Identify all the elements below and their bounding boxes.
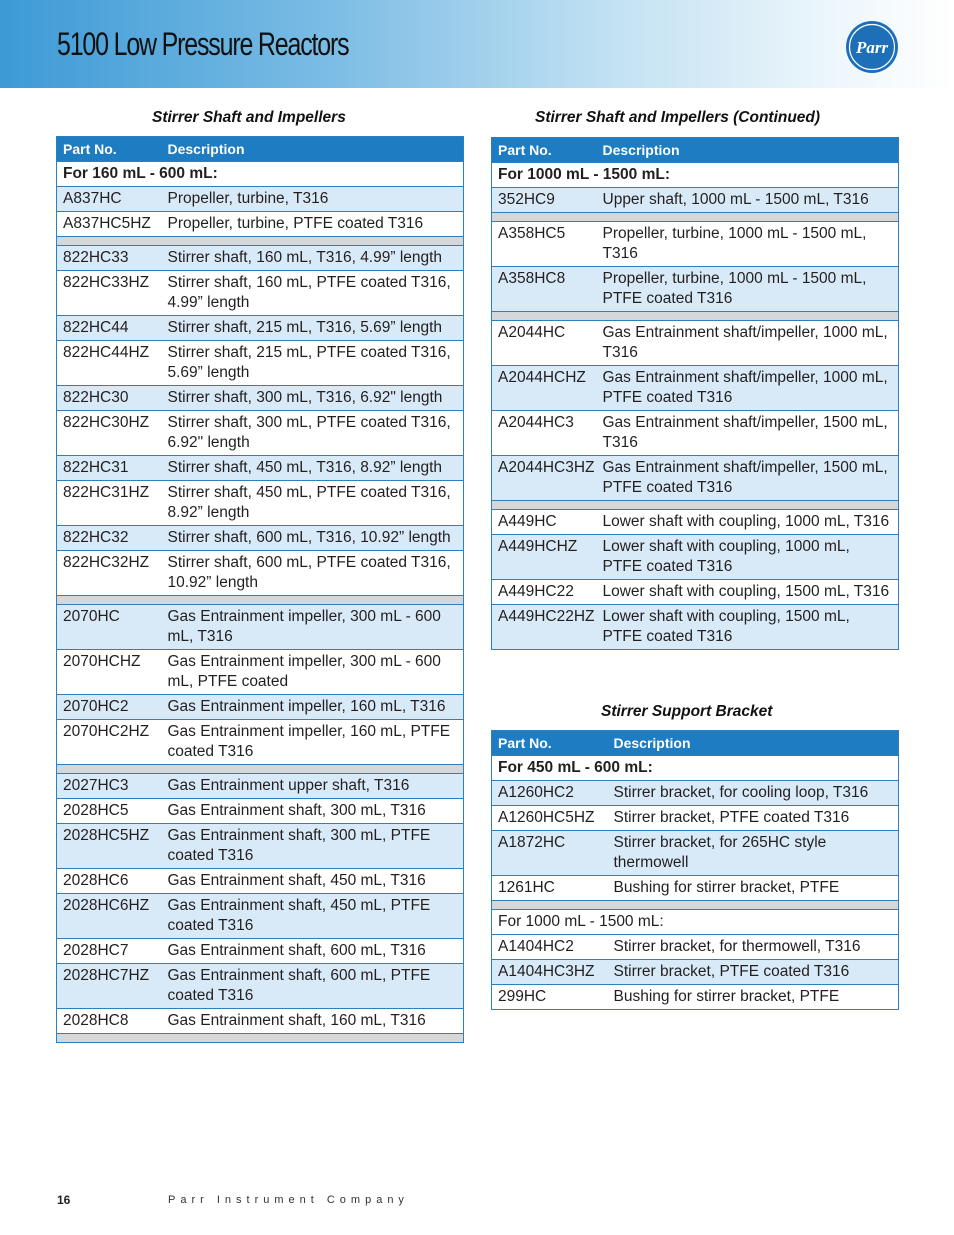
part-number-cell: 822HC30HZ (57, 411, 162, 456)
part-number-cell: 2028HC5HZ (57, 824, 162, 869)
col-header-desc: Description (597, 138, 899, 163)
part-number-cell: 2028HC7HZ (57, 964, 162, 1009)
table-spacer-row (492, 312, 899, 321)
table-group-row (492, 910, 899, 935)
spacer-cell (492, 213, 899, 222)
description-cell: Gas Entrainment impeller, 160 mL, PTFE coated T316 (162, 720, 464, 765)
table-row (492, 411, 899, 456)
description-cell: Stirrer shaft, 450 mL, T316, 8.92” length (162, 456, 464, 481)
table-header-row (57, 137, 464, 162)
table-header-row (492, 138, 899, 163)
table-row (492, 267, 899, 312)
table-row (57, 799, 464, 824)
table-group-row (492, 163, 899, 188)
parr-logo-icon (845, 20, 899, 74)
table-spacer-row (57, 596, 464, 605)
description-cell: Gas Entrainment impeller, 300 mL - 600 mL, T316 (162, 605, 464, 650)
part-number-cell: 352HC9 (492, 188, 597, 213)
part-number-cell: A837HC (57, 187, 162, 212)
part-number-cell: A449HC (492, 510, 597, 535)
table-row (57, 551, 464, 596)
description-cell: Propeller, turbine, PTFE coated T316 (162, 212, 464, 237)
part-number-cell: A1260HC2 (492, 781, 608, 806)
part-number-cell: 822HC31 (57, 456, 162, 481)
col-header-desc: Description (608, 731, 899, 756)
part-number-cell: 822HC30 (57, 386, 162, 411)
table-row (492, 781, 899, 806)
table-row (492, 876, 899, 901)
part-number-cell: 2028HC8 (57, 1009, 162, 1034)
description-cell: Gas Entrainment shaft/impeller, 1500 mL, PTFE coated T316 (597, 456, 899, 501)
table-row (57, 456, 464, 481)
description-cell: Gas Entrainment impeller, 160 mL, T316 (162, 695, 464, 720)
part-number-cell: A1260HC5HZ (492, 806, 608, 831)
table-row (57, 386, 464, 411)
col-header-desc: Description (162, 137, 464, 162)
table-row (57, 650, 464, 695)
part-number-cell: A358HC8 (492, 267, 597, 312)
description-cell: Stirrer shaft, 215 mL, T316, 5.69” length (162, 316, 464, 341)
table-row (57, 939, 464, 964)
table-row (57, 964, 464, 1009)
col-header-part: Part No. (57, 137, 162, 162)
description-cell: Lower shaft with coupling, 1000 mL, PTFE coated T316 (597, 535, 899, 580)
part-number-cell: A1872HC (492, 831, 608, 876)
page-header (0, 0, 954, 88)
spacer-cell (57, 596, 464, 605)
table-spacer-row (492, 501, 899, 510)
table-row (492, 188, 899, 213)
description-cell: Stirrer shaft, 600 mL, PTFE coated T316, 10.92” length (162, 551, 464, 596)
table-row (492, 960, 899, 985)
table-row (492, 456, 899, 501)
table-row (57, 246, 464, 271)
table-row (492, 605, 899, 650)
table-row (492, 222, 899, 267)
description-cell: Bushing for stirrer bracket, PTFE (608, 876, 899, 901)
table-row (492, 510, 899, 535)
description-cell: Stirrer shaft, 300 mL, PTFE coated T316, 6.92" length (162, 411, 464, 456)
table-row (57, 411, 464, 456)
part-number-cell: 822HC32HZ (57, 551, 162, 596)
part-number-cell: A449HC22 (492, 580, 597, 605)
spacer-cell (492, 501, 899, 510)
part-number-cell: A1404HC3HZ (492, 960, 608, 985)
description-cell: Lower shaft with coupling, 1000 mL, T316 (597, 510, 899, 535)
table-spacer-row (57, 237, 464, 246)
group-label: For 1000 mL - 1500 mL: (492, 163, 899, 188)
table-row (57, 271, 464, 316)
page-title: 5100 Low Pressure Reactors (57, 26, 349, 62)
description-cell: Gas Entrainment shaft, 450 mL, T316 (162, 869, 464, 894)
part-number-cell: 2028HC6 (57, 869, 162, 894)
bracket-section-title: Stirrer Support Bracket (601, 703, 773, 720)
description-cell: Gas Entrainment shaft, 300 mL, T316 (162, 799, 464, 824)
description-cell: Gas Entrainment shaft, 600 mL, PTFE coated T316 (162, 964, 464, 1009)
part-number-cell: A358HC5 (492, 222, 597, 267)
part-number-cell: 299HC (492, 985, 608, 1010)
part-number-cell: 2070HCHZ (57, 650, 162, 695)
table-spacer-row (492, 213, 899, 222)
table-row (57, 695, 464, 720)
table-row (57, 894, 464, 939)
right-parts-table (491, 137, 899, 650)
part-number-cell: 822HC32 (57, 526, 162, 551)
table-row (492, 535, 899, 580)
table-group-row (57, 162, 464, 187)
page-number: 16 (57, 1193, 71, 1207)
part-number-cell: 2070HC2HZ (57, 720, 162, 765)
table-row (492, 831, 899, 876)
left-section-title: Stirrer Shaft and Impellers (152, 109, 346, 126)
table-row (492, 366, 899, 411)
table-row (57, 869, 464, 894)
part-number-cell: A2044HCHZ (492, 366, 597, 411)
table-row (492, 806, 899, 831)
group-label: For 160 mL - 600 mL: (57, 162, 464, 187)
description-cell: Gas Entrainment shaft, 300 mL, PTFE coated T316 (162, 824, 464, 869)
part-number-cell: 2070HC (57, 605, 162, 650)
description-cell: Stirrer bracket, for thermowell, T316 (608, 935, 899, 960)
table-row (57, 341, 464, 386)
part-number-cell: A837HC5HZ (57, 212, 162, 237)
table-row (57, 212, 464, 237)
description-cell: Stirrer bracket, for 265HC style thermowell (608, 831, 899, 876)
spacer-cell (57, 765, 464, 774)
col-header-part: Part No. (492, 138, 597, 163)
table-row (57, 526, 464, 551)
col-header-part: Part No. (492, 731, 608, 756)
part-number-cell: 2027HC3 (57, 774, 162, 799)
table-row (57, 187, 464, 212)
description-cell: Stirrer shaft, 160 mL, PTFE coated T316, 4.99” length (162, 271, 464, 316)
description-cell: Stirrer shaft, 300 mL, T316, 6.92" length (162, 386, 464, 411)
table-row (492, 985, 899, 1010)
table-spacer-row (57, 765, 464, 774)
table-row (57, 481, 464, 526)
part-number-cell: 1261HC (492, 876, 608, 901)
part-number-cell: 822HC31HZ (57, 481, 162, 526)
description-cell: Stirrer shaft, 160 mL, T316, 4.99” length (162, 246, 464, 271)
description-cell: Gas Entrainment shaft/impeller, 1000 mL, T316 (597, 321, 899, 366)
table-spacer-row (57, 1034, 464, 1043)
part-number-cell: A2044HC3 (492, 411, 597, 456)
description-cell: Lower shaft with coupling, 1500 mL, T316 (597, 580, 899, 605)
description-cell: Gas Entrainment shaft/impeller, 1000 mL, PTFE coated T316 (597, 366, 899, 411)
part-number-cell: A449HC22HZ (492, 605, 597, 650)
description-cell: Propeller, turbine, 1000 mL - 1500 mL, PTFE coated T316 (597, 267, 899, 312)
table-row (57, 316, 464, 341)
description-cell: Stirrer bracket, PTFE coated T316 (608, 960, 899, 985)
description-cell: Propeller, turbine, 1000 mL - 1500 mL, T316 (597, 222, 899, 267)
description-cell: Gas Entrainment shaft/impeller, 1500 mL, T316 (597, 411, 899, 456)
right-section-title: Stirrer Shaft and Impellers (Continued) (535, 109, 821, 126)
part-number-cell: A2044HC3HZ (492, 456, 597, 501)
part-number-cell: 2028HC5 (57, 799, 162, 824)
description-cell: Stirrer bracket, PTFE coated T316 (608, 806, 899, 831)
description-cell: Gas Entrainment shaft, 160 mL, T316 (162, 1009, 464, 1034)
table-row (492, 580, 899, 605)
svg-text:Parr: Parr (855, 38, 889, 57)
group-label: For 1000 mL - 1500 mL: (492, 910, 899, 935)
table-row (57, 1009, 464, 1034)
description-cell: Stirrer shaft, 600 mL, T316, 10.92” length (162, 526, 464, 551)
spacer-cell (492, 901, 899, 910)
description-cell: Stirrer shaft, 450 mL, PTFE coated T316, 8.92” length (162, 481, 464, 526)
bracket-parts-table (491, 730, 899, 1010)
table-row (57, 605, 464, 650)
spacer-cell (57, 237, 464, 246)
description-cell: Gas Entrainment shaft, 600 mL, T316 (162, 939, 464, 964)
description-cell: Stirrer shaft, 215 mL, PTFE coated T316, 5.69” length (162, 341, 464, 386)
table-spacer-row (492, 901, 899, 910)
description-cell: Upper shaft, 1000 mL - 1500 mL, T316 (597, 188, 899, 213)
spacer-cell (57, 1034, 464, 1043)
part-number-cell: 2028HC7 (57, 939, 162, 964)
description-cell: Propeller, turbine, T316 (162, 187, 464, 212)
description-cell: Bushing for stirrer bracket, PTFE (608, 985, 899, 1010)
part-number-cell: 822HC33HZ (57, 271, 162, 316)
table-group-row (492, 756, 899, 781)
part-number-cell: 822HC44 (57, 316, 162, 341)
description-cell: Gas Entrainment impeller, 300 mL - 600 mL, PTFE coated (162, 650, 464, 695)
part-number-cell: 822HC44HZ (57, 341, 162, 386)
part-number-cell: A449HCHZ (492, 535, 597, 580)
description-cell: Lower shaft with coupling, 1500 mL, PTFE coated T316 (597, 605, 899, 650)
description-cell: Gas Entrainment shaft, 450 mL, PTFE coated T316 (162, 894, 464, 939)
part-number-cell: A1404HC2 (492, 935, 608, 960)
spacer-cell (492, 312, 899, 321)
table-header-row (492, 731, 899, 756)
part-number-cell: A2044HC (492, 321, 597, 366)
table-row (492, 321, 899, 366)
group-label: For 450 mL - 600 mL: (492, 756, 899, 781)
table-row (492, 935, 899, 960)
table-row (57, 824, 464, 869)
part-number-cell: 822HC33 (57, 246, 162, 271)
description-cell: Stirrer bracket, for cooling loop, T316 (608, 781, 899, 806)
part-number-cell: 2028HC6HZ (57, 894, 162, 939)
footer-company: Parr Instrument Company (168, 1194, 409, 1206)
description-cell: Gas Entrainment upper shaft, T316 (162, 774, 464, 799)
part-number-cell: 2070HC2 (57, 695, 162, 720)
table-row (57, 774, 464, 799)
table-row (57, 720, 464, 765)
left-parts-table (56, 136, 464, 1043)
